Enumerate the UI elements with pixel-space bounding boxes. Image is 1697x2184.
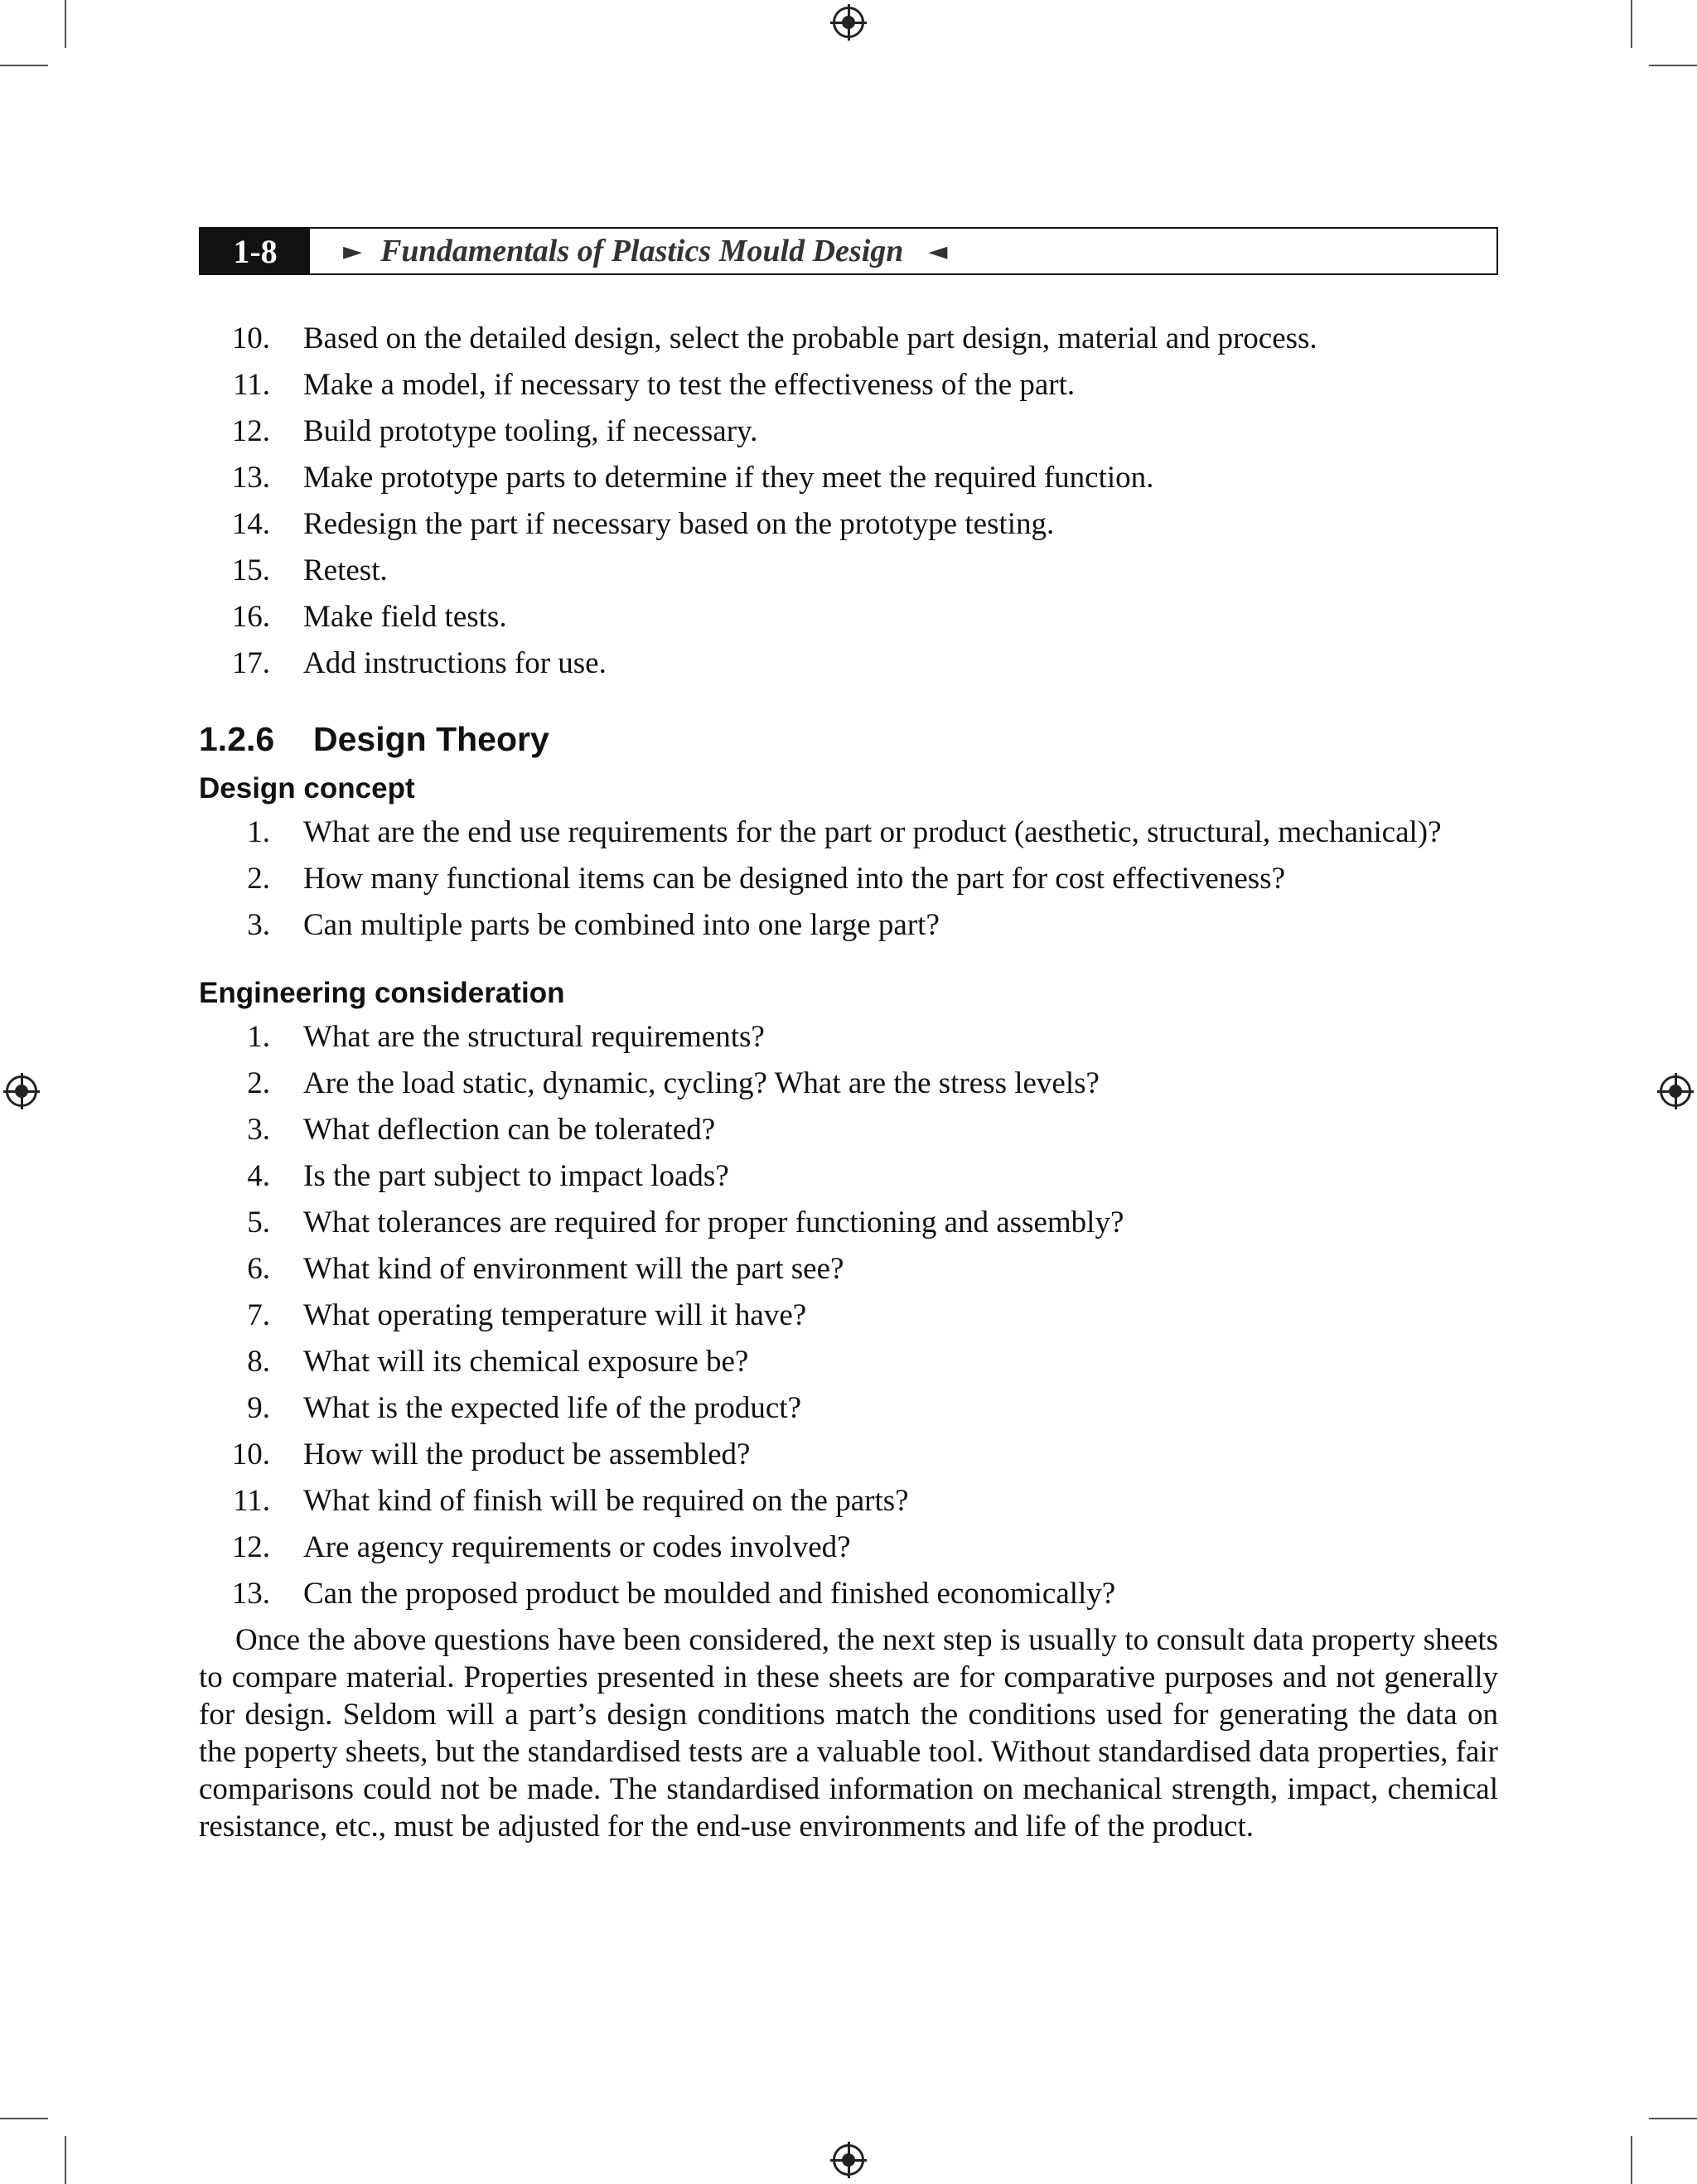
list-item: 3. Can multiple parts be combined into one large part? [247, 908, 940, 942]
closing-paragraph: Once the above questions have been considered, the next step is usually to consult data property sheets to compare material. Properties presented in these sheets are for comparative purposes and not generally for design. Seldom will a part’s design conditions match the conditions used for generating the data on the poperty sheets, but the standardised tests are a valuable tool. Without standardised data properties, fair comparisons could not be made. The standardised information on mechanical strength, impact, chemical resistance, etc., must be adjusted for the end-use environments and life of the product. [199, 1623, 1498, 1843]
crop-mark [0, 2118, 48, 2119]
list-item: 5. What tolerances are required for proper functioning and assembly? [247, 1206, 1124, 1239]
design-concept-heading: Design concept [199, 772, 415, 805]
list-item: 1. What are the end use requirements for the part or product (aesthetic, structural, mechanical)? [247, 815, 1442, 849]
list-item: 10. How will the product be assembled? [231, 1437, 751, 1471]
list-item: 13. Make prototype parts to determine if they meet the required function. [231, 461, 1154, 495]
crop-mark [1649, 2118, 1697, 2119]
right-arrow-icon: ► [343, 236, 363, 266]
book-title: Fundamentals of Plastics Mould Design [380, 234, 904, 268]
section-title: Design Theory [313, 720, 549, 758]
list-item: 7. What operating temperature will it have? [247, 1298, 807, 1332]
crop-mark [0, 65, 48, 66]
page-body [199, 320, 1498, 1845]
design-concept-list [199, 814, 1498, 944]
crop-mark [65, 2136, 66, 2184]
list-item: 13. Can the proposed product be moulded and finished economically? [231, 1577, 1116, 1611]
list-item: 8. What will its chemical exposure be? [247, 1345, 749, 1379]
list-item: 12. Build prototype tooling, if necessary. [231, 414, 758, 448]
list-item: 14. Redesign the part if necessary based on the prototype testing. [231, 507, 1055, 541]
list-item: 9. What is the expected life of the product? [247, 1391, 801, 1425]
design-steps-list [199, 320, 1498, 682]
list-item: 10. Based on the detailed design, select the probable part design, material and process. [231, 321, 1317, 355]
list-item: 15. Retest. [231, 553, 388, 587]
list-item: 2. Are the load static, dynamic, cycling? What are the stress levels? [247, 1066, 1100, 1100]
crop-mark [1631, 0, 1632, 48]
list-item: 12. Are agency requirements or codes involved? [231, 1530, 851, 1564]
engineering-consideration-heading: Engineering consideration [199, 977, 565, 1009]
crop-mark [65, 0, 66, 48]
list-item: 2. How many functional items can be designed into the part for cost effectiveness? [247, 862, 1285, 896]
page-number: 1-8 [201, 229, 310, 273]
list-item: 1. What are the structural requirements? [247, 1020, 765, 1054]
list-item: 16. Make field tests. [231, 600, 507, 634]
registration-mark-icon [6, 1075, 37, 1107]
list-item: 17. Add instructions for use. [231, 646, 607, 680]
registration-mark-icon [833, 7, 864, 38]
registration-mark-icon [1660, 1075, 1691, 1107]
list-item: 3. What deflection can be tolerated? [247, 1113, 716, 1147]
running-header [199, 227, 1498, 275]
crop-mark [1649, 65, 1697, 66]
crop-mark [1631, 2136, 1632, 2184]
left-arrow-icon: ◄ [928, 236, 948, 266]
list-item: 11. What kind of finish will be required on the parts? [233, 1484, 909, 1518]
section-number: 1.2.6 [199, 720, 275, 758]
list-item: 6. What kind of environment will the part see? [247, 1252, 844, 1286]
registration-mark-icon [833, 2144, 864, 2176]
list-item: 4. Is the part subject to impact loads? [247, 1159, 729, 1193]
list-item: 11. Make a model, if necessary to test the effectiveness of the part. [233, 368, 1076, 402]
section-heading [199, 720, 1498, 759]
engineering-consideration-list [199, 1018, 1498, 1612]
